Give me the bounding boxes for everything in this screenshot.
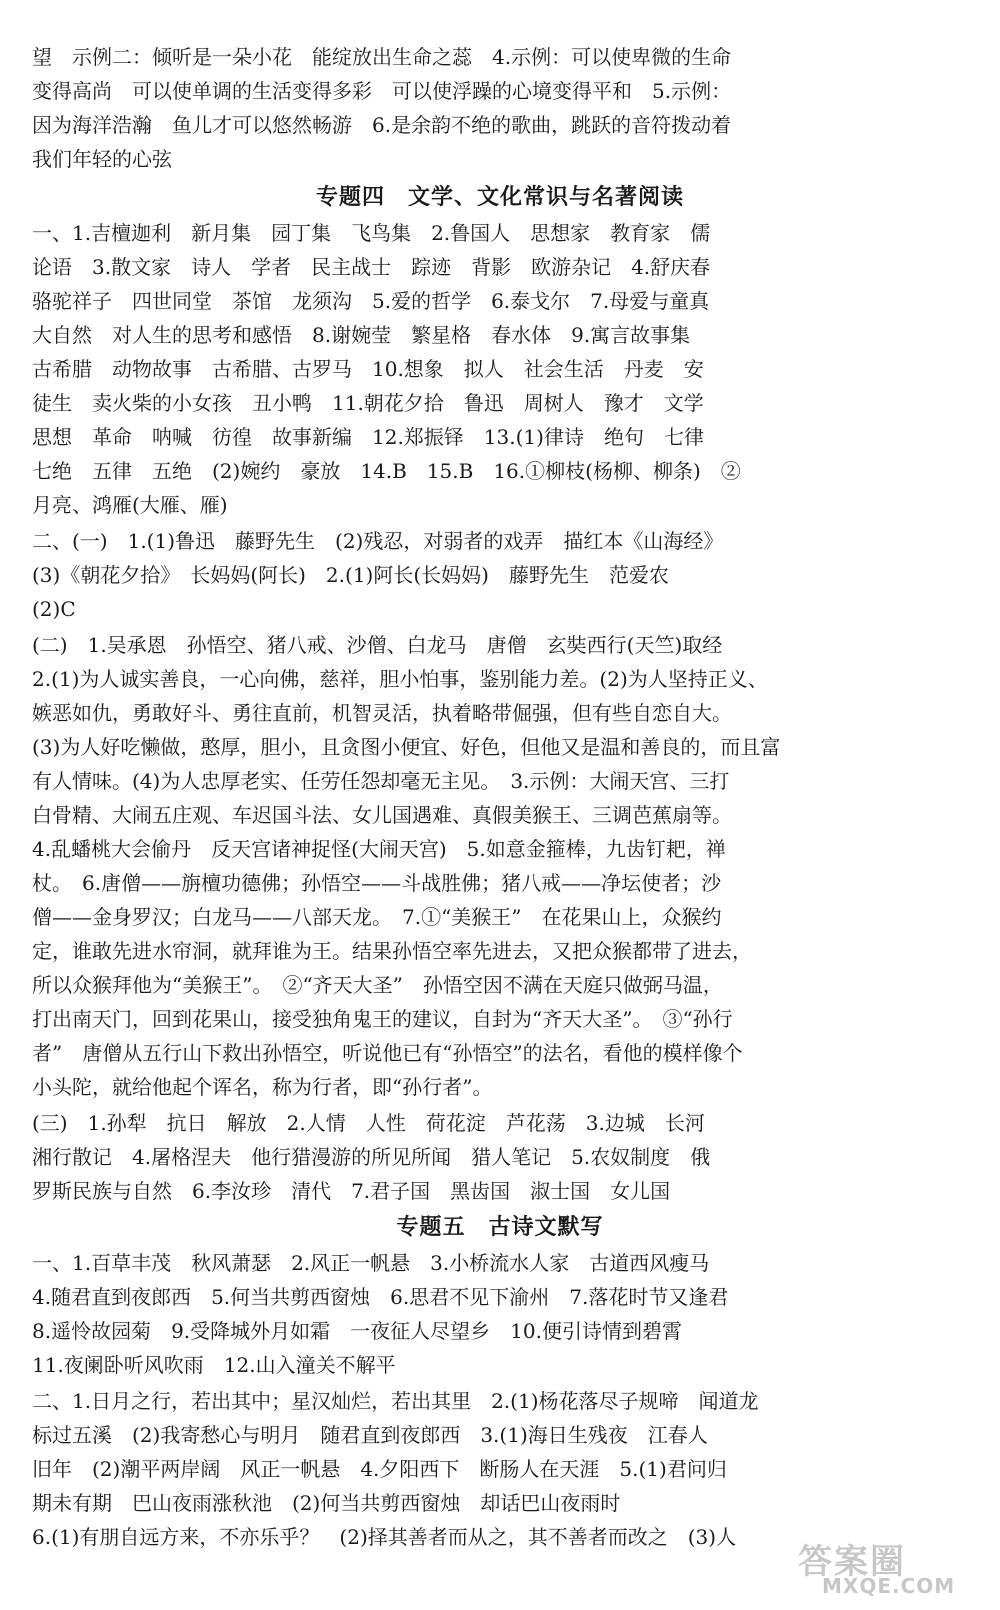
text-line: 二、(一) 1.(1)鲁迅 藤野先生 (2)残忍，对弱者的戏弄 描红本《山海经》 [32,529,724,553]
text-line: 旧年 (2)潮平两岸阔 风正一帆悬 4.夕阳西下 断肠人在天涯 5.(1)君问归 [32,1457,727,1481]
text-line: 所以众猴拜他为“美猴王”。 ②“齐天大圣” 孙悟空因不满在天庭只做弼马温， [32,973,723,997]
text-line: 徒生 卖火柴的小女孩 丑小鸭 11.朝花夕拾 鲁迅 周树人 豫才 文学 [32,391,704,415]
text-line: 思想 革命 呐喊 彷徨 故事新编 12.郑振铎 13.(1)律诗 绝句 七律 [32,425,704,449]
text-line: 有人情味。(4)为人忠厚老实、任劳任怨却毫无主见。 3.示例：大闹天宫、三打 [32,769,730,793]
text-line: 月亮、鸿雁(大雁、雁) [32,493,228,517]
watermark-url: MXQE.COM [822,1574,956,1598]
watermark-text: 答案圈 [798,1542,906,1582]
text-line: (2)C [32,597,76,621]
section-title: 专题四 文学、文化常识与名著阅读 [315,185,684,210]
text-line: 僧——金身罗汉；白龙马——八部天龙。 7.①“美猴王” 在花果山上，众猴约 [32,905,722,929]
text-line: 论语 3.散文家 诗人 学者 民主战士 踪迹 背影 欧游杂记 4.舒庆春 [32,255,711,279]
text-line: 七绝 五律 五绝 (2)婉约 豪放 14.B 15.B 16.①柳枝(杨柳、柳条) ② [32,459,741,483]
text-line: 打出南天门，回到花果山，接受独角鬼王的建议，自封为“齐天大圣”。 ③“孙行 [32,1007,733,1031]
text-line: (二) 1.吴承恩 孙悟空、猪八戒、沙僧、白龙马 唐僧 玄奘西行(天竺)取经 [32,633,723,657]
text-line: 大自然 对人生的思考和感悟 8.谢婉莹 繁星格 春水体 9.寓言故事集 [32,323,691,347]
text-line: 杖。 6.唐僧——旃檀功德佛；孙悟空——斗战胜佛；猪八戒——净坛使者；沙 [32,871,722,895]
text-line: 古希腊 动物故事 古希腊、古罗马 10.想象 拟人 社会生活 丹麦 安 [32,357,704,381]
text-line: (三) 1.孙犁 抗日 解放 2.人情 人性 荷花淀 芦花荡 3.边城 长河 [32,1111,705,1135]
text-line: 湘行散记 4.屠格涅夫 他行猎漫游的所见所闻 猎人笔记 5.农奴制度 俄 [32,1145,711,1169]
text-line: 白骨精、大闹五庄观、车迟国斗法、女儿国遇难、真假美猴王、三调芭蕉扇等。 [32,803,732,827]
text-line: (3)为人好吃懒做，憨厚，胆小，且贪图小便宜、好色，但他又是温和善良的，而且富 [32,735,781,759]
text-line: 因为海洋浩瀚 鱼儿才可以悠然畅游 6.是余韵不绝的歌曲，跳跃的音符拨动着 [32,113,732,137]
text-line: 4.乱蟠桃大会偷丹 反天宫诸神捉怪(大闹天宫) 5.如意金箍棒，九齿钉耙，禅 [32,837,726,861]
text-line: 骆驼祥子 四世同堂 茶馆 龙须沟 5.爱的哲学 6.泰戈尔 7.母爱与童真 [32,289,710,313]
text-line: 一、1.百草丰茂 秋风萧瑟 2.风正一帆悬 3.小桥流水人家 古道西风瘦马 [32,1251,710,1275]
text-line: 定，谁敢先进水帘洞，就拜谁为王。结果孙悟空率先进去，又把众猴都带了进去， [32,939,752,963]
text-line: 8.遥怜故园菊 9.受降城外月如霜 一夜征人尽望乡 10.便引诗情到碧霄 [32,1319,682,1343]
text-line: 望 示例二：倾听是一朵小花 能绽放出生命之蕊 4.示例：可以使卑微的生命 [32,45,732,69]
text-line: 二、1.日月之行，若出其中；星汉灿烂，若出其里 2.(1)杨花落尽子规啼 闻道龙 [32,1389,759,1413]
text-line: 变得高尚 可以使单调的生活变得多彩 可以使浮躁的心境变得平和 5.示例： [32,79,732,103]
text-line: 2.(1)为人诚实善良，一心向佛，慈祥，胆小怕事，鉴别能力差。(2)为人坚持正义、 [32,667,768,691]
text-line: 6.(1)有朋自远方来，不亦乐乎？ (2)择其善者而从之，其不善者而改之 (3)人 [32,1525,737,1549]
text-line: (3)《朝花夕拾》 长妈妈(阿长) 2.(1)阿长(长妈妈) 藤野先生 范爱农 [32,563,669,587]
text-line: 11.夜阑卧听风吹雨 12.山入潼关不解平 [32,1353,396,1377]
text-line: 标过五溪 (2)我寄愁心与明月 随君直到夜郎西 3.(1)海日生残夜 江春人 [32,1423,708,1447]
text-line: 我们年轻的心弦 [32,147,172,171]
text-line: 罗斯民族与自然 6.李汝珍 清代 7.君子国 黑齿国 淑士国 女儿国 [32,1179,671,1203]
text-line: 小头陀，就给他起个诨名，称为行者，即“孙行者”。 [32,1075,493,1099]
text-line: 期未有期 巴山夜雨涨秋池 (2)何当共剪西窗烛 却话巴山夜雨时 [32,1491,621,1515]
section-title: 专题五 古诗文默写 [396,1215,604,1240]
text-line: 一、1.吉檀迦利 新月集 园丁集 飞鸟集 2.鲁国人 思想家 教育家 儒 [32,221,711,245]
watermark-logo [758,1534,988,1602]
text-line: 者” 唐僧从五行山下救出孙悟空，听说他已有“孙悟空”的法名，看他的模样像个 [32,1041,743,1065]
text-line: 4.随君直到夜郎西 5.何当共剪西窗烛 6.思君不见下渝州 7.落花时节又逢君 [32,1285,729,1309]
text-line: 嫉恶如仇，勇敢好斗、勇往直前，机智灵活，执着略带倔强，但有些自恋自大。 [32,701,732,725]
